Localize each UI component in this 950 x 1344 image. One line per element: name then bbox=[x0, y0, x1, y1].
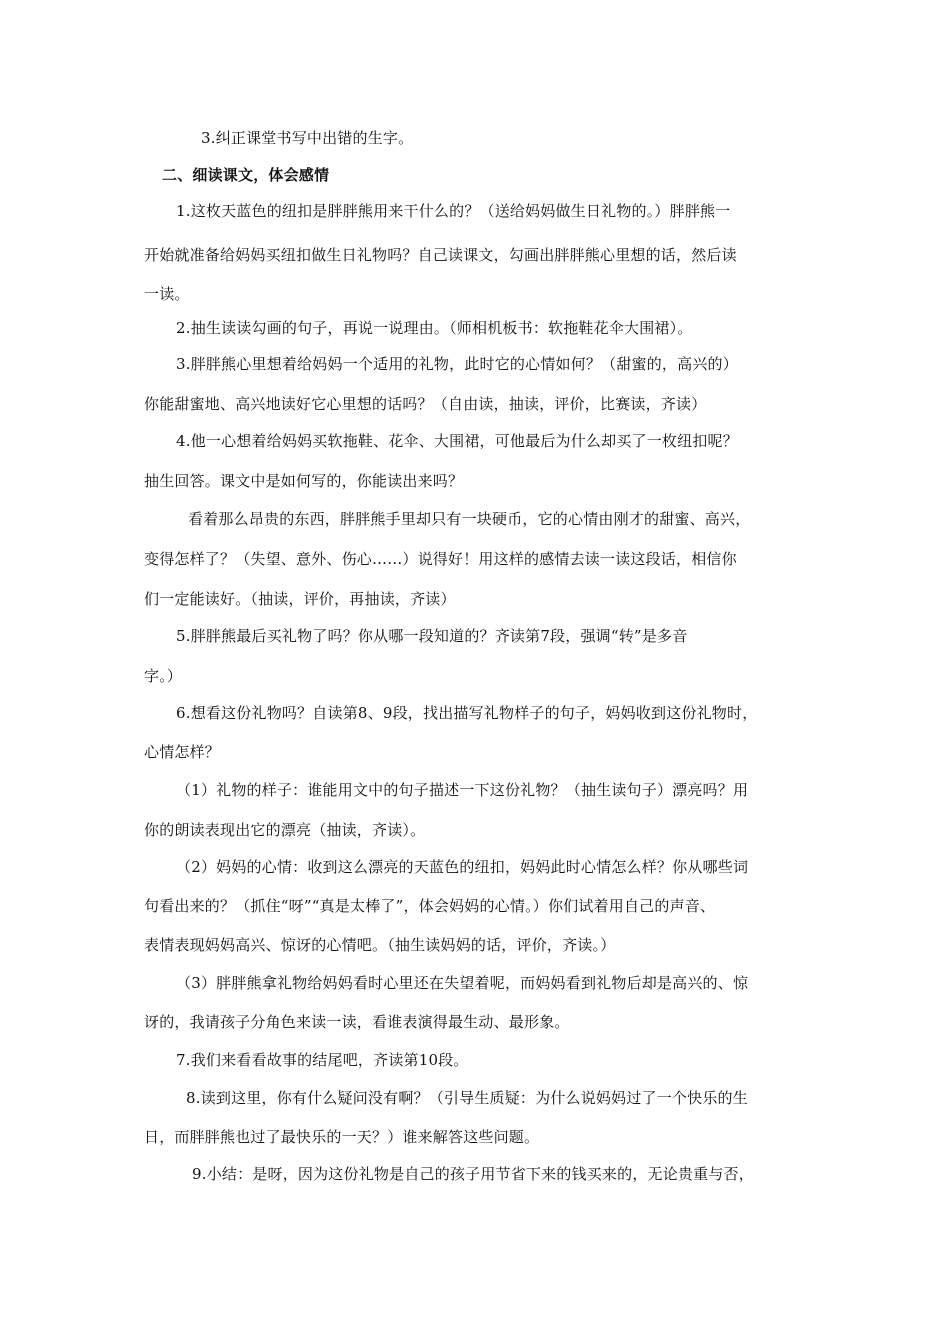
paragraph-line: （1）礼物的样子：谁能用文中的句子描述一下这份礼物？（抽生读句子）漂亮吗？用 bbox=[176, 781, 749, 799]
paragraph-line: 们一定能读好。（抽读，评价，再抽读，齐读） bbox=[144, 590, 456, 608]
paragraph-line: 一读。 bbox=[144, 285, 190, 303]
paragraph-line: 5.胖胖熊最后买礼物了吗？你从哪一段知道的？齐读第7段，强调“转”是多音 bbox=[176, 627, 688, 645]
paragraph-line: 字。） bbox=[144, 667, 183, 685]
paragraph-line: 变得怎样了？（失望、意外、伤心……）说得好！用这样的感情去读一读这段话，相信你 bbox=[144, 550, 737, 568]
paragraph-line: 讶的，我请孩子分角色来读一读，看谁表演得最生动、最形象。 bbox=[144, 1013, 570, 1031]
paragraph-line: 日，而胖胖熊也过了最快乐的一天？）谁来解答这些问题。 bbox=[144, 1128, 540, 1146]
paragraph-line: 6.想看这份礼物吗？自读第8、9段，找出描写礼物样子的句子，妈妈收到这份礼物时， bbox=[176, 704, 758, 722]
paragraph-line: （2）妈妈的心情：收到这么漂亮的天蓝色的纽扣，妈妈此时心情怎么样？你从哪些词 bbox=[176, 858, 749, 876]
paragraph-line: 你能甜蜜地、高兴地读好它心里想的话吗？（自由读，抽读，评价，比赛读，齐读） bbox=[144, 395, 707, 413]
paragraph-line: 3.胖胖熊心里想着给妈妈一个适用的礼物，此时它的心情如何？（甜蜜的，高兴的） bbox=[176, 355, 738, 373]
paragraph-line: 心情怎样？ bbox=[144, 743, 221, 761]
paragraph-line: （3）胖胖熊拿礼物给妈妈看时心里还在失望着呢，而妈妈看到礼物后却是高兴的、惊 bbox=[176, 974, 749, 992]
section-heading: 二、细读课文，体会感情 bbox=[162, 166, 330, 184]
paragraph-line: 2.抽生读读勾画的句子，再说一说理由。（师相机板书：软拖鞋花伞大围裙）。 bbox=[176, 319, 693, 337]
paragraph-line: 7.我们来看看故事的结尾吧，齐读第10段。 bbox=[176, 1051, 469, 1069]
paragraph-line: 看着那么昂贵的东西，胖胖熊手里却只有一块硬币，它的心情由刚才的甜蜜、高兴， bbox=[188, 510, 751, 528]
paragraph-line: 1.这枚天蓝色的纽扣是胖胖熊用来干什么的？（送给妈妈做生日礼物的。）胖胖熊一 bbox=[176, 202, 731, 220]
paragraph-line: 3.纠正课堂书写中出错的生字。 bbox=[201, 129, 414, 147]
paragraph-line: 表情表现妈妈高兴、惊讶的心情吧。（抽生读妈妈的话，评价，齐读。） bbox=[144, 936, 616, 954]
paragraph-line: 8.读到这里，你有什么疑问没有啊？（引导生质疑：为什么说妈妈过了一个快乐的生 bbox=[186, 1089, 748, 1107]
paragraph-line: 你的朗读表现出它的漂亮（抽读，齐读）。 bbox=[144, 821, 426, 839]
paragraph-line: 9.小结：是呀，因为这份礼物是自己的孩子用节省下来的钱买来的，无论贵重与否， bbox=[192, 1165, 754, 1183]
paragraph-line: 抽生回答。课文中是如何写的，你能读出来吗？ bbox=[144, 472, 464, 490]
paragraph-line: 句看出来的？（抓住“呀”“真是太棒了”，体会妈妈的心情。）你们试着用自己的声音、 bbox=[144, 897, 716, 915]
paragraph-line: 开始就准备给妈妈买纽扣做生日礼物吗？自己读课文，勾画出胖胖熊心里想的话，然后读 bbox=[144, 246, 737, 264]
paragraph-line: 4.他一心想着给妈妈买软拖鞋、花伞、大围裙，可他最后为什么却买了一枚纽扣呢？ bbox=[176, 432, 738, 450]
